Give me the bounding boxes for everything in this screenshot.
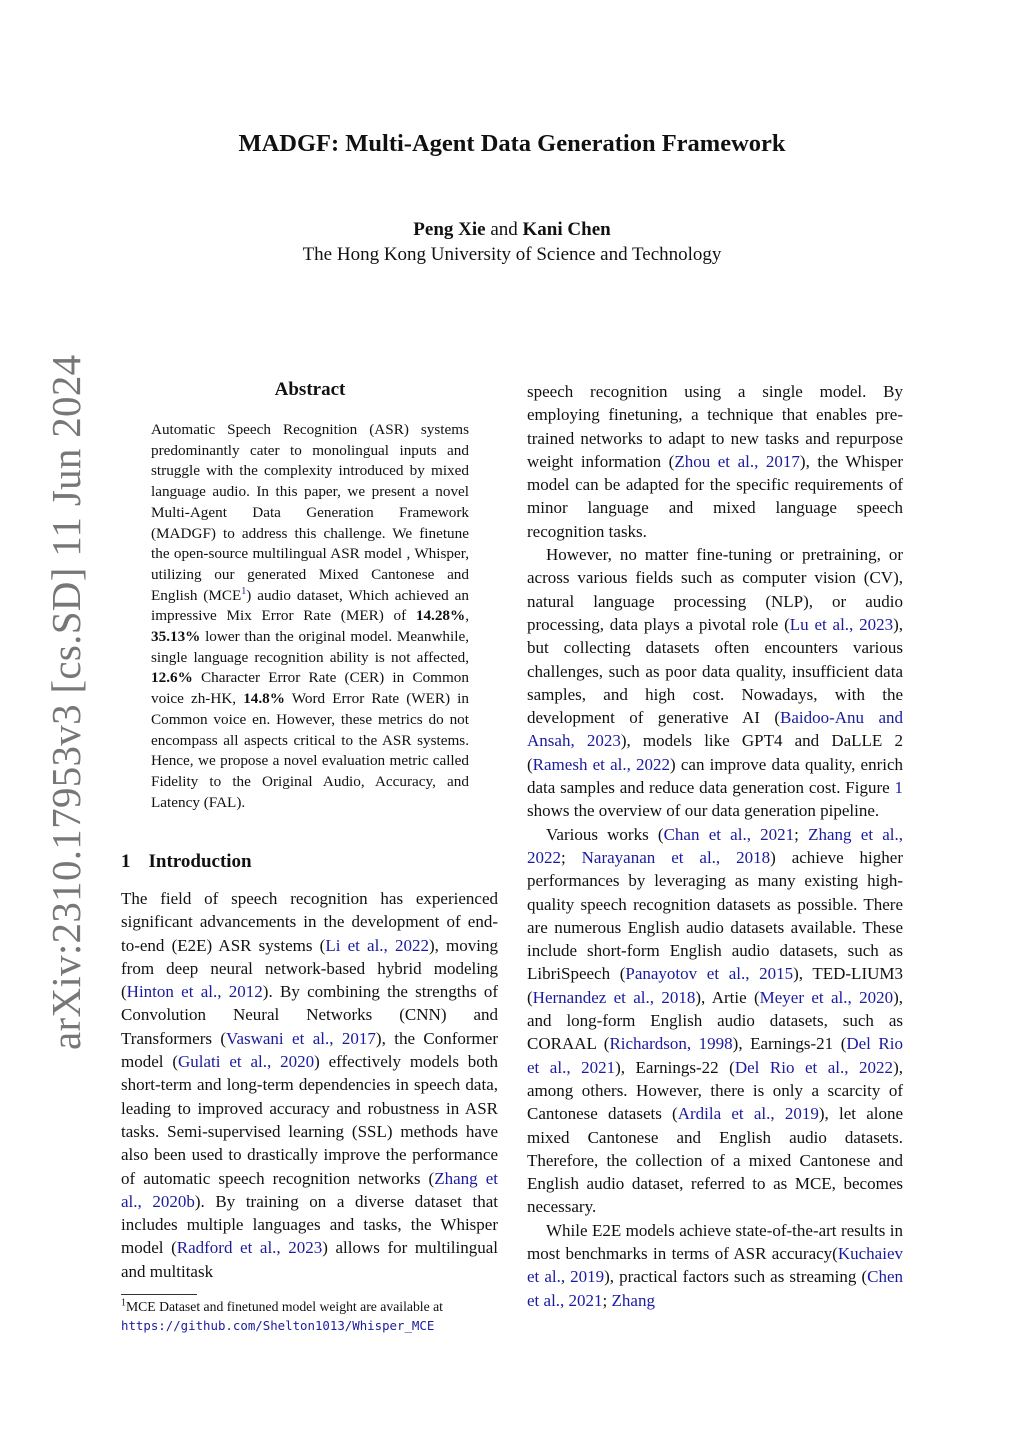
citation-link[interactable]: Radford et al., 2023 [176, 1238, 323, 1258]
footnote-marker[interactable]: 1 [241, 585, 247, 597]
github-link[interactable]: https://github.com/Shelton1013/Whisper_MCE [121, 1317, 435, 1333]
section-heading-introduction: 1 Introduction [121, 851, 252, 872]
paper-title: MADGF: Multi-Agent Data Generation Framework [238, 130, 786, 157]
citation-link[interactable]: Baidoo-Anu and Ansah, 2023 [527, 708, 904, 751]
footnote-rule [121, 1294, 197, 1295]
author-name: Peng Xie [413, 219, 486, 240]
citation-link[interactable]: Ardila et al., 2019 [677, 1104, 819, 1124]
paragraph: While E2E models achieve state-of-the-art results in most benchmarks in terms of ASR accuracy(Kuchaiev et al., 2019), practical factors such as streaming (Chen et al., 2021; Zhang [527, 1220, 903, 1310]
citation-link[interactable]: Chan et al., 2021 [663, 824, 795, 844]
author-name: Kani Chen [522, 219, 611, 240]
citation-link[interactable]: Narayanan et al., 2018 [581, 847, 771, 867]
citation-link[interactable]: Ramesh et al., 2022 [532, 754, 671, 774]
citation-link[interactable]: Richardson, 1998 [609, 1034, 733, 1054]
citation-link[interactable]: Kuchaiev et al., 2019 [527, 1243, 903, 1287]
citation-link[interactable]: Lu et al., 2023 [789, 614, 894, 634]
citation-link[interactable]: Zhou et al., 2017 [674, 451, 800, 471]
author-conjunction: and [490, 219, 518, 240]
paragraph: Various works (Chan et al., 2021; Zhang et al., 2022; Narayanan et al., 2018) achieve higher performances by leveraging as many existing high-quality speech recognition datasets as possible. There are numerous English audio datasets available. These include short-form English audio datasets, such as LibriSpeech (Panayotov et al., 2015), TED-LIUM3 (Hernandez et al., 2018), Artie (Meyer et al., 2020), and long-form English audio datasets, such as CORAAL (Richardson, 1998), Earnings-21 (Del Rio et al., 2021), Earnings-22 (Del Rio et al., 2022), among others. However, there is only a scarcity of Cantonese datasets (Ardila et al., 2019), let alone mixed Cantonese and English audio datasets. Therefore, the collection of a mixed Cantonese and English audio dataset, referred to as MCE, becomes necessary. [527, 824, 904, 1217]
authors [0, 219, 1024, 241]
citation-link[interactable]: Chen et al., 2021 [527, 1267, 903, 1310]
citation-link[interactable]: Zhang et al., 2020b [121, 1168, 498, 1211]
paragraph: speech recognition using a single model. By employing finetuning, a technique that enables pre-trained networks to adapt to new tasks and repurpose weight information (Zhou et al., 2017), the Whisper model can be adapted for the specific requirements of minor language and mixed language speech recognition tasks. [527, 382, 904, 541]
citation-link[interactable]: Gulati et al., 2020 [178, 1052, 315, 1072]
arxiv-stamp: arXiv:2310.17953v3 [cs.SD] 11 Jun 2024 [43, 354, 89, 1050]
paragraph: However, no matter fine-tuning or pretraining, or across various fields such as computer vision (CV), natural language processing (NLP), or audio processing, data plays a pivotal role (Lu et al., 2023), but collecting datasets often encounters various challenges, such as poor data quality, insufficient data samples, and high cost. Nowadays, with the development of generative AI (Baidoo-Anu and Ansah, 2023), models like GPT4 and DaLLE 2 (Ramesh et al., 2022) can improve data quality, enrich data samples and reduce data generation cost. Figure 1 shows the overview of our data generation pipeline. [527, 545, 904, 821]
citation-link[interactable]: Meyer et al., 2020 [759, 987, 894, 1007]
citation-link[interactable]: Del Rio et al., 2021 [527, 1034, 903, 1077]
citation-link[interactable]: Zhang et al., 2022 [527, 824, 904, 867]
citation-link[interactable]: Zhang [611, 1290, 655, 1310]
affiliation: The Hong Kong University of Science and Technology [302, 244, 722, 265]
citation-link[interactable]: Hernandez et al., 2018 [532, 987, 696, 1007]
figure-reference[interactable]: 1 [894, 778, 903, 798]
citation-link[interactable]: Vaswani et al., 2017 [226, 1028, 376, 1048]
citation-link[interactable]: Li et al., 2022 [325, 935, 429, 955]
right-column [527, 380, 903, 1312]
introduction-paragraph: The field of speech recognition has experienced significant advancements in the development of end-to-end (E2E) ASR systems (Li et al., 2022), moving from deep neural network-based hybrid modeling (Hinton et al., 2012). By combining the strengths of Convolution Neural Networks (CNN) and Transformers (Vaswani et al., 2017), the Conformer model (Gulati et al., 2020) effectively models both short-term and long-term dependencies in speech data, leading to improved accuracy and robustness in ASR tasks. Semi-supervised learning (SSL) methods have also been used to drastically improve the performance of automatic speech recognition networks (Zhang et al., 2020b). By training on a diverse dataset that includes multiple languages and tasks, the Whisper model (Radford et al., 2023) allows for multilingual and multitask [121, 889, 499, 1281]
footnote: $^1$MCE Dataset and finetuned model weight are available at https://github.com/Shelton1013/Whisper_MCE [121, 1297, 443, 1333]
citation-link[interactable]: Panayotov et al., 2015 [625, 964, 794, 984]
citation-link[interactable]: Del Rio et al., 2022 [734, 1057, 894, 1077]
citation-link[interactable]: Hinton et al., 2012 [126, 982, 263, 1002]
abstract-heading: Abstract [274, 379, 346, 400]
abstract-body: Automatic Speech Recognition (ASR) systems predominantly cater to monolingual inputs and struggle with the complexity introduced by mixed language audio. In this paper, we present a novel Multi-Agent Data Generation Framework (MADGF) to address this challenge. We finetune the open-source multilingual ASR model , Whisper, utilizing our generated Mixed Cantonese and English (MCE$^1$) audio dataset, Which achieved an impressive Mix Error Rate (MER) of 14.28%, 35.13% lower than the original model. Meanwhile, single language recognition ability is not affected, 12.6% Character Error Rate (CER) in Common voice zh-HK, 14.8% Word Error Rate (WER) in Common voice en. However, these metrics do not encompass all aspects critical to the ASR systems. Hence, we propose a novel evaluation metric called Fidelity to the Original Audio, Accuracy, and Latency (FAL). [151, 421, 469, 811]
